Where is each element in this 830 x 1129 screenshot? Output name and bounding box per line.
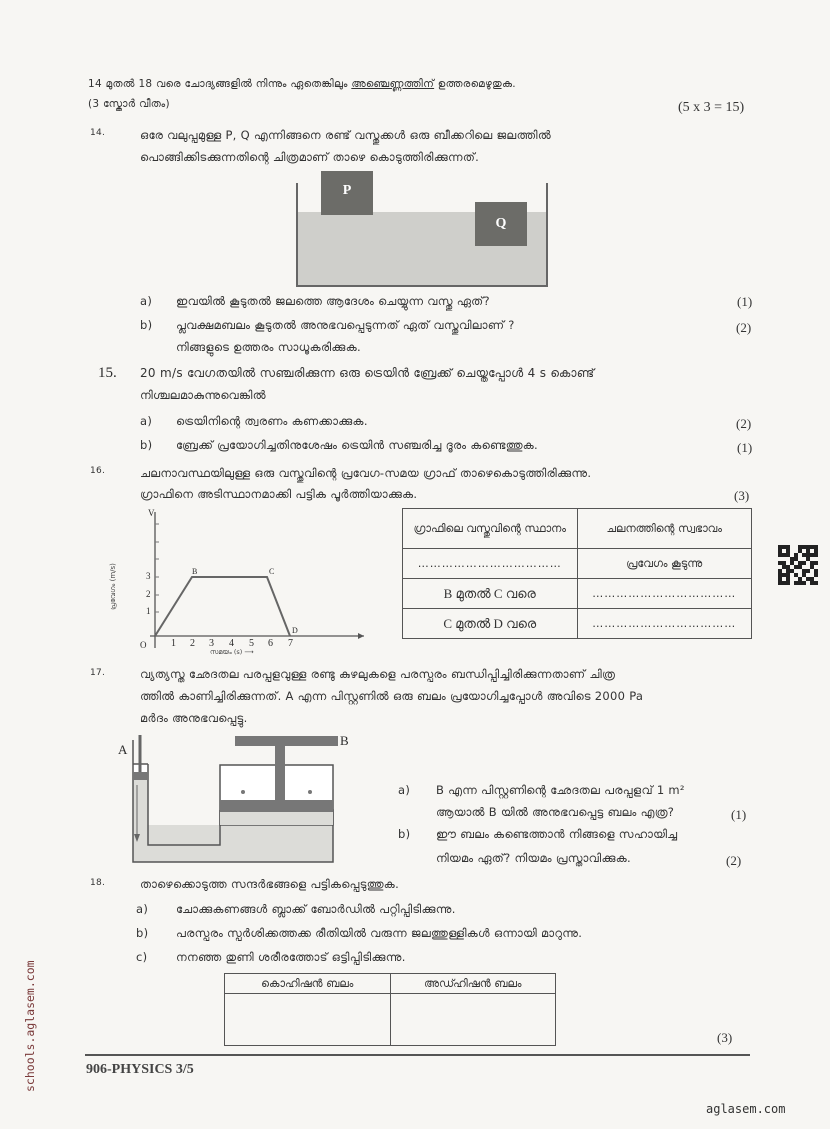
y-tick-3: 3 — [146, 571, 151, 581]
q15a-text: ട്രെയിനിന്റെ ത്വരണം കണക്കാക്കുക. — [176, 414, 368, 428]
x-tick-5: 5 — [249, 638, 254, 649]
x-tick-7: 7 — [288, 638, 293, 649]
beaker-figure — [296, 183, 548, 287]
point-d: D — [292, 626, 298, 635]
label-q: Q — [495, 216, 507, 231]
q14-text-1: ഒരേ വലുപ്പമുള്ള P, Q എന്നിങ്ങനെ രണ്ട് വസ്തുക്കൾ ഒരു ബീക്കറിലെ ജലത്തിൽ — [140, 128, 551, 142]
q18-header-adhesion: അഡ്ഹിഷൻ ബലം — [390, 974, 556, 994]
q16-table — [402, 508, 752, 639]
q18c-text: നനഞ്ഞ തുണി ശരീരത്തോട് ഒട്ടിപ്പിടിക്കുന്നു. — [176, 950, 406, 964]
score-note: (3 സ്കോർ വീതം) — [88, 98, 170, 110]
footer-divider — [85, 1054, 750, 1056]
x-tick-3: 3 — [209, 638, 214, 649]
label-a: A — [118, 742, 128, 757]
point-b: B — [192, 567, 198, 576]
label-p: P — [342, 183, 352, 198]
q18b-text: പരസ്പരം സ്പർശിക്കത്തക്ക രീതിയിൽ വരുന്ന ജലത്തുള്ളികൾ ഒന്നായി മാറുന്നു. — [176, 926, 583, 940]
q14a-label: a) — [140, 294, 153, 308]
velocity-time-graph — [108, 502, 372, 658]
q16-blank-cell[interactable]: ……………………………… — [577, 579, 752, 609]
section-instruction — [88, 78, 516, 91]
q17-text-2: ത്തിൽ കാണിച്ചിരിക്കുന്നത്. A എന്ന പിസ്റ്റണിൽ ഒരു ബലം പ്രയോഗിച്ചപ്പോൾ അവിടെ 2000 Pa — [140, 689, 644, 703]
q16-number: 16. — [90, 466, 106, 476]
q18-answer-cohesion[interactable] — [225, 994, 391, 1046]
instruction-underlined: അഞ്ചെണ്ണത്തിന് — [351, 78, 435, 90]
q16-marks: (3) — [734, 488, 750, 503]
q18a-label: a) — [136, 902, 149, 916]
q18-table — [224, 973, 556, 1046]
q14a-text: ഇവയിൽ കൂടുതൽ ജലത്തെ ആദേശം ചെയ്യുന്ന വസ്തു ഏത്? — [176, 294, 490, 308]
x-axis-label: സമയം (s) ⟶ — [210, 648, 254, 656]
q16-blank-cell[interactable]: ……………………………… — [403, 549, 578, 579]
q16-blank-cell[interactable]: ……………………………… — [577, 609, 752, 639]
q17a-text: B എന്ന പിസ്റ്റണിന്റെ ഛേദതല പരപ്പളവ് 1 m² — [436, 783, 685, 797]
q17b-marks: (2) — [726, 853, 742, 868]
q17a-marks: (1) — [731, 807, 747, 822]
q18-number: 18. — [90, 878, 106, 888]
q16-table-header-nature: ചലനത്തിന്റെ സ്വഭാവം — [577, 509, 752, 549]
y-axis-label: പ്രവേഗം (m/s) — [108, 563, 117, 610]
beaker-left-wall — [296, 183, 298, 287]
q15a-label: a) — [140, 414, 153, 428]
y-tick-1: 1 — [146, 606, 151, 616]
q16-cell: പ്രവേഗം കൂടുന്നു — [577, 549, 752, 579]
x-tick-1: 1 — [171, 638, 176, 649]
bottom-watermark: aglasem.com — [706, 1102, 786, 1116]
x-tick-4: 4 — [229, 638, 234, 649]
q17b-text-2: നിയമം ഏത്? നിയമം പ്രസ്താവിക്കുക. — [436, 851, 632, 865]
q14b-label: b) — [140, 318, 153, 332]
q15-text-2: നിശ്ചലമാകുന്നുവെങ്കിൽ — [140, 388, 266, 402]
x-tick-2: 2 — [190, 638, 195, 649]
q17-number: 17. — [90, 668, 106, 678]
q18b-label: b) — [136, 926, 149, 940]
q14b-text-2: നിങ്ങളുടെ ഉത്തരം സാധൂകരിക്കുക. — [176, 340, 361, 354]
q14b-text: പ്ലവക്ഷമബലം കൂടുതൽ അനുഭവപ്പെടുന്നത് ഏത് വസ്തുവിലാണ് ? — [176, 318, 515, 332]
instruction-text: 14 മുതൽ 18 വരെ ചോദ്യങ്ങളിൽ നിന്നും ഏതെങ്കിലും — [88, 78, 352, 90]
q16-cell: C മുതൽ D വരെ — [403, 609, 578, 639]
q17-text-3: മർദം അനുഭവപ്പെട്ടു. — [140, 711, 248, 725]
q17-text-1: വ്യത്യസ്ത ഛേദതല പരപ്പളവുള്ള രണ്ടു കുഴലുകളെ പരസ്പരം ബന്ധിപ്പിച്ചിരിക്കുന്നതാണ് ചിത്ര — [140, 667, 616, 681]
origin-label: O — [140, 640, 147, 650]
marks-total: (5 x 3 = 15) — [678, 100, 745, 115]
hydraulic-svg — [115, 730, 345, 870]
q16-cell: B മുതൽ C വരെ — [403, 579, 578, 609]
side-watermark: schools.aglasem.com — [23, 960, 37, 1092]
hydraulic-press-figure — [115, 730, 349, 870]
object-q — [475, 202, 527, 246]
v-label: V — [148, 508, 155, 518]
qr-code — [778, 545, 818, 585]
q16-text-2: ഗ്രാഫിനെ അടിസ്ഥാനമാക്കി പട്ടിക പൂർത്തിയാക്കുക. — [140, 487, 418, 501]
q14a-marks: (1) — [737, 294, 753, 309]
q17a-text-2: ആയാൽ B യിൽ അനുഭവപ്പെട്ട ബലം എത്ര? — [436, 805, 675, 819]
q17b-label: b) — [398, 827, 411, 841]
label-b: B — [340, 733, 349, 748]
q18a-text: ചോക്കുകണങ്ങൾ ബ്ലാക്ക് ബോർഡിൽ പറ്റിപ്പിടിക്കുന്നു. — [176, 902, 456, 916]
q16-text-1: ചലനാവസ്ഥയിലുള്ള ഒരു വസ്തുവിന്റെ പ്രവേഗ-സമയ ഗ്രാഫ് താഴെകൊടുത്തിരിക്കുന്നു. — [140, 466, 592, 480]
q16-table-header-position: ഗ്രാഫിലെ വസ്തുവിന്റെ സ്ഥാനം — [403, 509, 578, 549]
q18-marks: (3) — [717, 1030, 733, 1045]
instruction-end: ഉത്തരമെഴുതുക. — [434, 78, 516, 90]
beaker-bottom — [296, 285, 548, 287]
x-tick-6: 6 — [268, 638, 273, 649]
q17b-text: ഈ ബലം കണ്ടെത്താൻ നിങ്ങളെ സഹായിച്ച — [436, 827, 678, 841]
object-p — [321, 171, 373, 215]
q15b-marks: (1) — [737, 440, 753, 455]
q14-text-2: പൊങ്ങിക്കിടക്കുന്നതിന്റെ ചിത്രമാണ് താഴെ കൊടുത്തിരിക്കുന്നത്. — [140, 150, 480, 164]
q14b-marks: (2) — [736, 320, 752, 335]
beaker-right-wall — [546, 183, 548, 287]
q15b-text: ബ്രേക്ക് പ്രയോഗിച്ചതിനുശേഷം ട്രെയിൻ സഞ്ചരിച്ച ദൂരം കണ്ടെത്തുക. — [176, 438, 539, 452]
page-code: 906-PHYSICS 3/5 — [86, 1062, 194, 1077]
graph-svg — [112, 502, 372, 658]
q15-number: 15. — [98, 365, 117, 381]
q15b-label: b) — [140, 438, 153, 452]
q15-text-1: 20 m/s വേഗതയിൽ സഞ്ചരിക്കുന്ന ഒരു ട്രെയിൻ ബ്രേക്ക് ചെയ്തപ്പോൾ 4 s കൊണ്ട് — [140, 366, 595, 380]
q17a-label: a) — [398, 783, 411, 797]
q18-answer-adhesion[interactable] — [390, 994, 556, 1046]
q15a-marks: (2) — [736, 416, 752, 431]
y-tick-2: 2 — [146, 589, 151, 599]
q18-text: താഴെക്കൊടുത്ത സന്ദർഭങ്ങളെ പട്ടികപ്പെടുത്തുക. — [140, 877, 400, 891]
q14-number: 14. — [90, 128, 106, 138]
q18-header-cohesion: കൊഹിഷൻ ബലം — [225, 974, 391, 994]
point-c: C — [269, 567, 275, 576]
q18c-label: c) — [136, 950, 148, 964]
